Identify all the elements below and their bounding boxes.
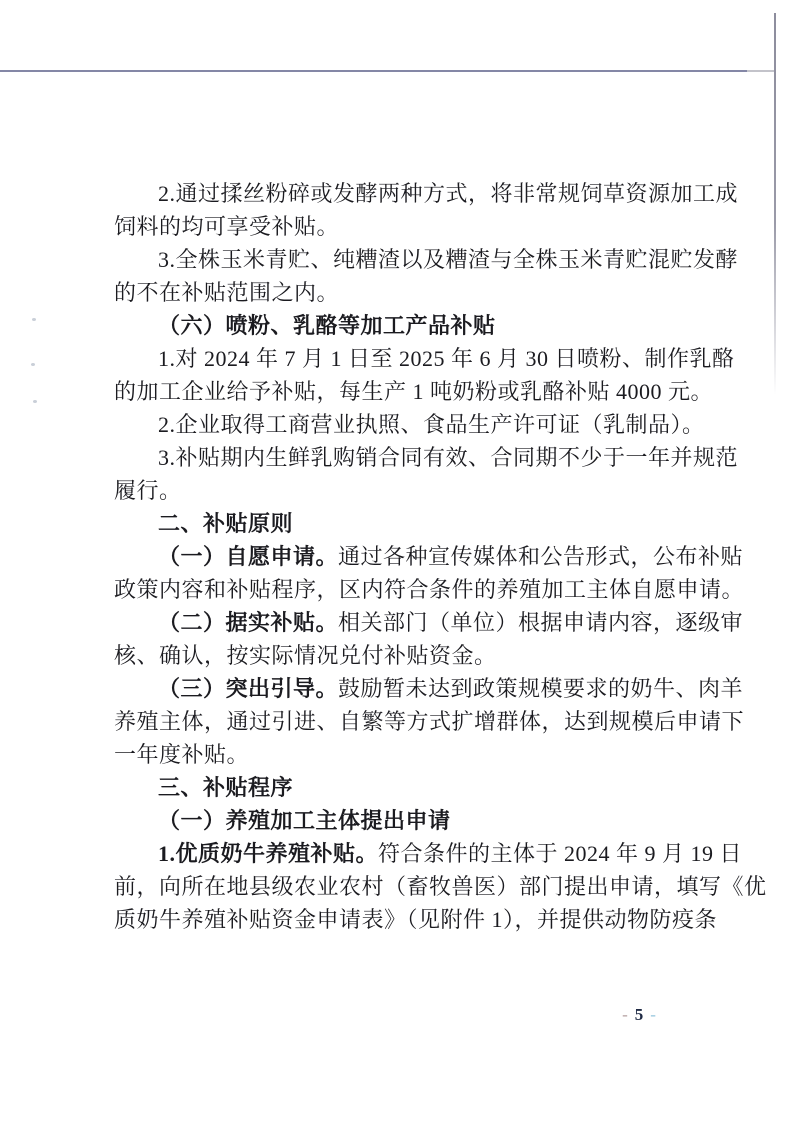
text-line bbox=[114, 804, 700, 837]
text-segment-bold: （一）养殖加工主体提出申请 bbox=[158, 808, 451, 833]
text-segment: 政策内容和补贴程序，区内符合条件的养殖加工主体自愿申请。 bbox=[114, 577, 745, 602]
page-number-dash-left: - bbox=[622, 1005, 628, 1024]
text-line bbox=[114, 177, 739, 210]
document-body bbox=[114, 177, 767, 936]
text-line bbox=[114, 837, 743, 870]
text-line bbox=[114, 210, 700, 243]
text-segment: 的不在补贴范围之内。 bbox=[114, 280, 340, 305]
text-segment: 一年度补贴。 bbox=[114, 742, 250, 767]
text-line bbox=[114, 243, 739, 276]
text-segment: 2.通过揉丝粉碎或发酵两种方式，将非常规饲草资源加工成 bbox=[158, 181, 739, 206]
text-segment: 3.全株玉米青贮、纯糟渣以及糟渣与全株玉米青贮混贮发酵 bbox=[158, 247, 739, 272]
text-segment: 履行。 bbox=[114, 478, 182, 503]
top-horizontal-rule bbox=[0, 70, 747, 72]
text-segment: 的加工企业给予补贴，每生产 1 吨奶粉或乳酪补贴 4000 元。 bbox=[114, 379, 714, 404]
text-line bbox=[114, 771, 700, 804]
text-line bbox=[114, 408, 705, 441]
text-line bbox=[114, 672, 744, 705]
scan-speck bbox=[32, 318, 36, 321]
text-segment: 前，向所在地县级农业农村（畜牧兽医）部门提出申请，填写《优 bbox=[114, 874, 767, 899]
text-segment-bold: （一）自愿申请。 bbox=[158, 544, 339, 569]
text-line bbox=[114, 342, 735, 375]
text-segment: 饲料的均可享受补贴。 bbox=[114, 214, 340, 239]
text-segment-bold: 1.优质奶牛养殖补贴。 bbox=[158, 841, 379, 866]
page-number bbox=[604, 1004, 674, 1026]
text-segment: 通过各种宣传媒体和公告形式，公布补贴 bbox=[338, 544, 744, 569]
text-segment-bold: 三、补贴程序 bbox=[158, 775, 294, 800]
text-segment: 符合条件的主体于 2024 年 9 月 19 日 bbox=[378, 841, 743, 866]
text-segment: 质奶牛养殖补贴资金申请表》（见附件 1），并提供动物防疫条 bbox=[114, 907, 718, 932]
text-line bbox=[114, 507, 700, 540]
text-line bbox=[114, 903, 718, 936]
text-line bbox=[114, 573, 745, 606]
text-segment: 养殖主体，通过引进、自繁等方式扩增群体，达到规模后申请下 bbox=[114, 709, 745, 734]
text-line bbox=[114, 276, 700, 309]
text-line bbox=[114, 309, 700, 342]
text-line bbox=[114, 474, 700, 507]
text-segment-bold: （二）据实补贴。 bbox=[158, 610, 339, 635]
text-line bbox=[114, 375, 714, 408]
text-line bbox=[114, 606, 744, 639]
text-segment-bold: （六）喷粉、乳酪等加工产品补贴 bbox=[158, 313, 496, 338]
scan-speck bbox=[31, 363, 35, 366]
text-segment: 1.对 2024 年 7 月 1 日至 2025 年 6 月 30 日喷粉、制作乳酪 bbox=[158, 346, 735, 371]
top-horizontal-rule-extension bbox=[747, 70, 776, 72]
text-segment: 相关部门（单位）根据申请内容，逐级审 bbox=[338, 610, 744, 635]
text-line bbox=[114, 441, 739, 474]
text-segment: 鼓励暂未达到政策规模要求的奶牛、肉羊 bbox=[338, 676, 744, 701]
page-number-dash-right: - bbox=[650, 1005, 656, 1024]
text-segment-bold: （三）突出引导。 bbox=[158, 676, 339, 701]
text-segment: 3.补贴期内生鲜乳购销合同有效、合同期不少于一年并规范 bbox=[158, 445, 739, 470]
text-line bbox=[114, 540, 744, 573]
text-segment-bold: 二、补贴原则 bbox=[158, 511, 294, 536]
right-vertical-rule bbox=[774, 13, 776, 395]
text-line bbox=[114, 639, 700, 672]
text-line bbox=[114, 738, 700, 771]
text-line bbox=[114, 705, 745, 738]
text-segment: 核、确认，按实际情况兑付补贴资金。 bbox=[114, 643, 497, 668]
scan-speck bbox=[33, 400, 37, 403]
page-number-value: 5 bbox=[634, 1005, 644, 1024]
text-segment: 2.企业取得工商营业执照、食品生产许可证（乳制品）。 bbox=[158, 412, 705, 437]
text-line bbox=[114, 870, 767, 903]
